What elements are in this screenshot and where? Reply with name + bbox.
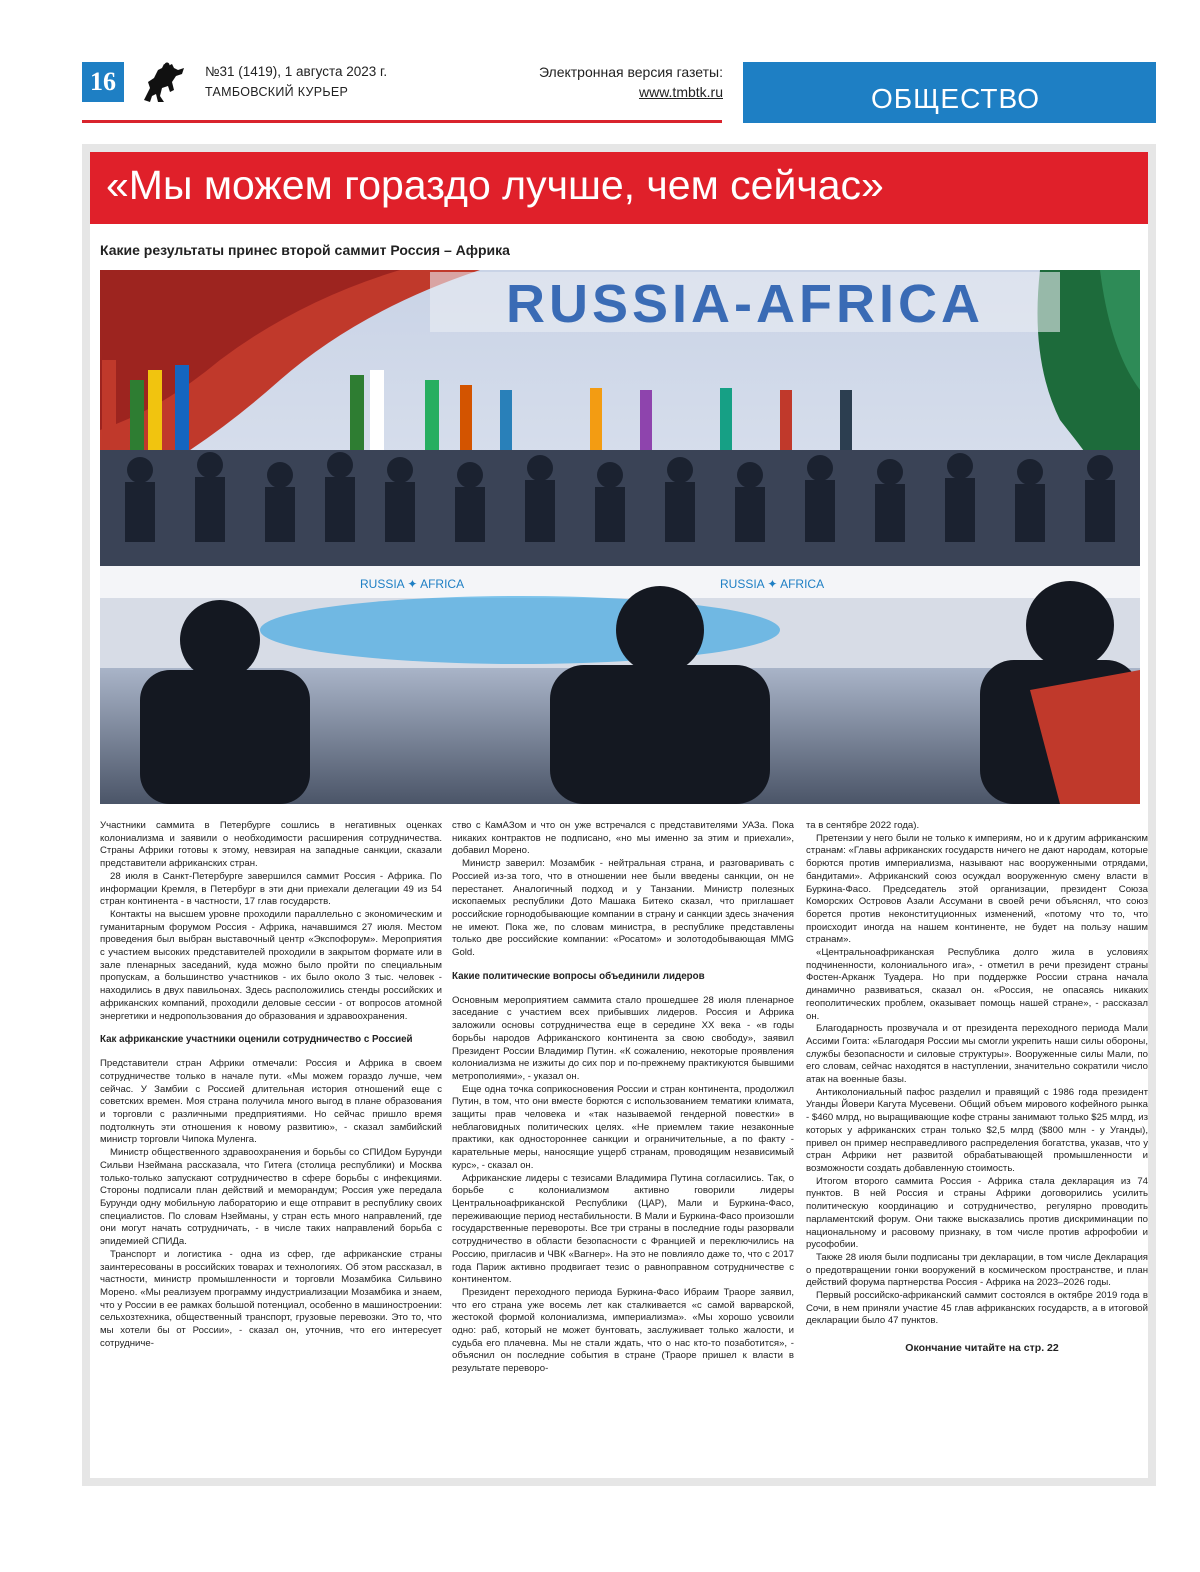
- section-heading: Какие политические вопросы объединили лидеров: [452, 970, 705, 982]
- paragraph: Транспорт и логистика - одна из сфер, где африканские страны заинтересованы в российских товарах и технологиях. Об этом рассказал, в частности, министр промышленности и торговли Мозамбика Сильвино Морено. «Мы реализуем программу индустриализации Мозамбика и знаем, что у России в ее рамках большой потенциал, особенно в машиностроении: сельхозтехника, общественный транспорт, грузовые перевозки. Это то, что мы хотели бы от России», - сказал он, уточнив, что его интересует сотрудниче-: [100, 1248, 442, 1349]
- paragraph: Основным мероприятием саммита стало прошедшее 28 июля пленарное заседание с участием всех прибывших лидеров. Россия и Африка заложили основы сотрудничества еще в середине XX века - «в годы борьбы народов Африканского континента за свою свободу», заявил Президент России Владимир Путин. «К сожалению, некоторые проявления колониализма не изжиты до сих пор и по-прежнему практикуются бывшими метрополиями», - указал он.: [452, 994, 794, 1082]
- paragraph: Антиколониальный пафос разделил и правящий с 1986 года президент Уганды Йовери Кагута Мусевени. Общий объем мирового кофейного рынка - $460 млрд, но выращивающие кофе страны занимают только $25 млрд, из которых у африканских стран только $2,5 млрд ($800 млн - у Уганды), привел он пример несправедливого распределения богатства, указав, что у стран Африки нет развитой обрабатывающей промышленности и возможности создать добавленную стоимость.: [806, 1086, 1148, 1174]
- section-heading: Как африканские участники оценили сотрудничество с Россией: [100, 1034, 413, 1046]
- paragraph: Министр общественного здравоохранения и борьбы со СПИДом Бурунди Сильви Нзеймана рассказала, что Гитега (столица республики) и Москва только-только запускают сотрудничество в сфере борьбы с инфекциями. Стороны подписали план действий и меморандум; Россия уже передала Бурунди одну мобильную лабораторию и еще отправит в республику своих специалистов. По словам Нзейманы, у стран есть много направлений, где они могут начать сотрудничать, - в числе таких направлений борьба с эпидемией СПИДа.: [100, 1147, 442, 1248]
- paragraph: Министр заверил: Мозамбик - нейтральная страна, и разговаривать с Россией из-за того, что в отношении нее были введены санкции, он не перестанет. Аналогичный подход и у Танзании. Министр полезных ископаемых республики Дото Машака Битеко сказал, что приглашает российские горнодобывающие компании в страну и санкции здесь значения не имеют. Пока же, по словам министра, в республике представлены только две российские компании: «Росатом» и золотодобывающая MMG Gold.: [452, 858, 794, 959]
- article-subtitle: Какие результаты принес второй саммит Россия – Африка: [100, 242, 510, 258]
- paragraph: Президент переходного периода Буркина-Фасо Ибраим Траоре заявил, что его страна уже восемь лет как сталкивается «с самой варварской, жестокой формой колониализма, империализма». «Мы хорошо усвоили одно: раб, который не может бунтовать, заслуживает только жалости, и судьба его плачевна. Мы не стали ждать, что о нас кто-то позаботится», - объяснил он последние события в стране (Траоре пришел к власти в результате переворо-: [452, 1286, 794, 1375]
- paragraph: 28 июля в Санкт-Петербурге завершился саммит Россия - Африка. По информации Кремля, в Петербург в эти дни приехали делегации 49 из 54 стран континента - в частности, 17 глав государств.: [100, 870, 442, 908]
- continued-notice[interactable]: Окончание читайте на стр. 22: [905, 1342, 1059, 1355]
- text-column-2: [452, 820, 794, 1470]
- summit-photo-illustration: [100, 270, 1140, 804]
- issue-info: [205, 62, 387, 102]
- header-rule: [82, 120, 722, 123]
- section-badge: ОБЩЕСТВО: [743, 62, 1156, 123]
- text-column-3: [806, 820, 1148, 1470]
- summit-photo: [100, 270, 1140, 804]
- paragraph: та в сентябре 2022 года).: [806, 820, 920, 831]
- paragraph: «Центральноафриканская Республика долго жила в условиях подчиненности, колониального ига», - отметил в речи президент страны Фостен-Арканж Туадера. Но при поддержке России страна начала динамично развиваться, сказал он. «Россия, не опасаясь никаких геополитических проблем, оказывает помощь нашей стране», - рассказал он.: [806, 947, 1148, 1022]
- title-bar: [90, 152, 1148, 224]
- paragraph: Благодарность прозвучала и от президента переходного периода Мали Ассими Гоита: «Благодаря России мы смогли укрепить наши силы обороны, службы безопасности и силовые структуры». Вооруженные силы Мали, по его словам, сейчас находятся в наступлении, значительно сократили число атак на военные базы.: [806, 1023, 1148, 1086]
- paragraph: Участники саммита в Петербурге сошлись в негативных оценках колониализма и заявили о необходимости расширения сотрудничества. Страны Африки готовы к этому, невзирая на западные санкции, сказали представители африканских стран.: [100, 820, 442, 870]
- website-link[interactable]: www.tmbtk.ru: [638, 84, 723, 100]
- horse-rider-logo: [138, 60, 190, 106]
- paragraph: Итогом второго саммита Россия - Африка стала декларация из 74 пунктов. В ней Россия и страны Африки договорились усилить политическую координацию и сотрудничество, регулярно проводить парламентский форум. Они также высказались против дискриминации по национальному и расовому признаку, в том числе против афрофобии и русофобии.: [806, 1175, 1148, 1251]
- table-label-right: RUSSIA ✦ AFRICA: [720, 577, 825, 591]
- e-version: [539, 62, 723, 102]
- paragraph: Претензии у него были не только к империям, но и к другим африканским странам: «Главы африканских государств ничего не дают народам, которые борются против империализма, называют нас вооруженными отрядами, бандитами». Африканский союз осуждал вооруженную смену власти в Буркина-Фасо. Председатель этой организации, президент Союза Коморских Островов Азали Ассумани в своей речи объяснял, что союз борется против неконституционных изменений, «потому что то, что происходит иногда на нашем континенте, не будет на пользу нашим странам».: [806, 832, 1148, 946]
- article-frame: [82, 144, 1156, 1486]
- article-title: «Мы можем гораздо лучше, чем сейчас»: [106, 162, 884, 208]
- page-number: 16: [82, 62, 124, 102]
- paragraph: ство с КамАЗом и что он уже встречался с представителями УАЗа. Пока никаких контрактов не подписано, «но мы именно за этим и приехали», добавил Морено.: [452, 820, 794, 857]
- e-version-label: Электронная версия газеты:: [538, 64, 723, 80]
- paragraph: Также 28 июля были подписаны три декларации, в том числе Декларация о предотвращении гонки вооружений в космическом пространстве, и план действий форума партнерства Россия - Африка на 2023–2026 годы.: [806, 1251, 1148, 1289]
- issue-number: №31 (1419), 1 августа 2023 г.: [205, 64, 388, 79]
- paragraph: Первый российско-африканский саммит состоялся в октябре 2019 года в Сочи, в нем приняли участие 45 глав африканских государств, а в итоговой декларации было 47 пунктов.: [806, 1290, 1148, 1327]
- banner-text: RUSSIA-AFRICA: [506, 274, 984, 334]
- article-body: [90, 152, 1148, 1478]
- table-label-left: RUSSIA ✦ AFRICA: [360, 577, 465, 591]
- paragraph: Представители стран Африки отмечали: Россия и Африка в своем сотрудничестве только в начале пути. «Мы можем гораздо лучше, чем сейчас. У Замбии с Россией длительная история отношений еще с советских времен. Моя страна получила много выгод в плане образования и торговли с различными предприятиями. Но сейчас пришло время подтолкнуть эти отношения к новому развитию», - сказал замбийский министр торговли Чипока Муленга.: [100, 1058, 442, 1146]
- paragraph: Контакты на высшем уровне проходили параллельно с экономическим и гуманитарным форумом Россия - Африка, начавшимся 27 июля. Местом проведения был выбран выставочный центр «Экспофорум». Мероприятия с участием высоких представителей проходили в закрытом формате или в зале пленарных заседаний, куда можно было пройти по специальным пропускам, а большинство участников - их было около 3 тыс. человек - находились в двух павильонах. Здесь расположились стенды российских и африканских компаний, проходили деловые сессии - от вопросов атомной энергетики и недропользования до образования и здравоохранения.: [100, 908, 442, 1022]
- text-column-1: [100, 820, 442, 1470]
- newspaper-name: ТАМБОВСКИЙ КУРЬЕР: [205, 85, 349, 99]
- paragraph: Еще одна точка соприкосновения России и стран континента, продолжил Путин, в том, что они вместе борются с использованием тематики климата, защиты прав человека и «так называемой гендерной повестки» в неблаговидных политических целях. «Не приемлем такие незаконные практики, как одностороннее санкции и ограничительные, а по факту - карательные меры, наносящие ущерб странам, проводящим независимый курс», - сказал он.: [452, 1083, 794, 1171]
- paragraph: Африканские лидеры с тезисами Владимира Путина согласились. Так, о борьбе с колониализмом активно говорили лидеры Центральноафриканской Республики (ЦАР), Мали и Буркина-Фасо, переживающие период нестабильности. В Мали и Буркина-Фасо произошли государственные перевороты. Все три страны в последние годы разорвали сотрудничество в области безопасности с Францией и переключились на Россию, пригласив и ЧВК «Вагнер». На это не повлияло даже то, что с 2017 года Париж активно продвигает тезис о равноправном сотрудничестве с континентом.: [452, 1172, 794, 1286]
- banner: [430, 272, 1060, 334]
